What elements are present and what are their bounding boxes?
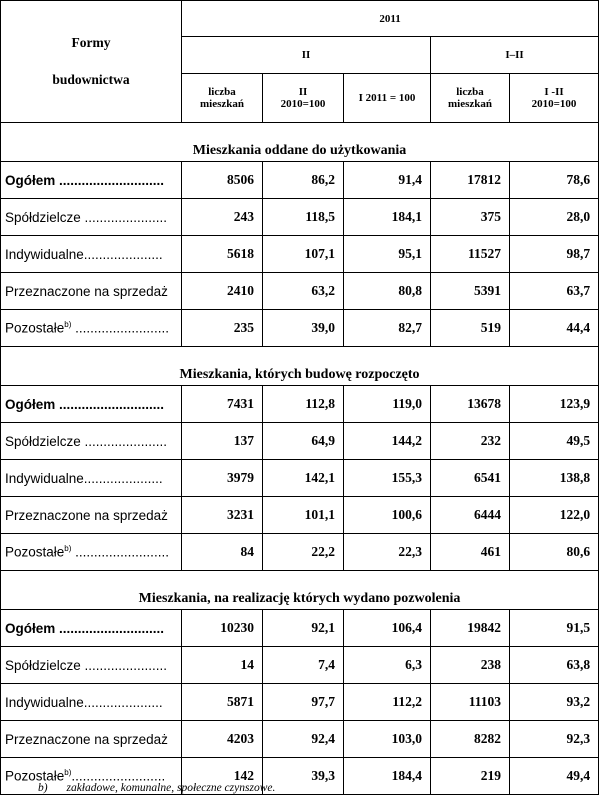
leader-dots: ......................... [71,768,166,784]
table-cell: 155,3 [344,460,431,497]
table-row [1,460,599,497]
section-title: Mieszkania, na realizację których wydano pozwolenia [1,571,599,610]
table-cell: 8506 [182,162,263,199]
table-cell: 98,7 [510,236,599,273]
row-label-text: Ogółem ............................ [5,396,165,412]
table-cell: 184,1 [344,199,431,236]
table-cell: 19842 [431,610,510,647]
table-row [1,534,599,571]
table-cell: 137 [182,423,263,460]
table-row [1,610,599,647]
year-header: 2011 [182,1,599,37]
table-cell: 91,4 [344,162,431,199]
table-cell: 138,8 [510,460,599,497]
section-title: Mieszkania oddane do użytkowania [1,123,599,162]
row-label [1,647,182,684]
row-label [1,684,182,721]
footnote-mark: b) [38,782,48,794]
table-cell: 39,3 [263,758,344,795]
table-cell: 80,6 [510,534,599,571]
table-cell: 112,8 [263,386,344,423]
table-row [1,386,599,423]
table-cell: 238 [431,647,510,684]
table-cell: 92,4 [263,721,344,758]
row-label [1,610,182,647]
table-row [1,199,599,236]
period-ii-header: II [182,37,431,74]
row-label-text: Przeznaczone na sprzedaż [5,507,168,523]
row-label-text: Pozostałe [5,544,65,560]
table-row [1,497,599,534]
table-cell: 28,0 [510,199,599,236]
section-header-row [1,123,599,162]
table-cell: 2410 [182,273,263,310]
row-label-text: Indywidualne..................... [5,694,163,710]
row-label-text: Przeznaczone na sprzedaż [5,283,168,299]
table-cell: 144,2 [344,423,431,460]
table-cell: 100,6 [344,497,431,534]
forms-header-line2: budownictwa [52,71,130,87]
table-cell: 107,1 [263,236,344,273]
table-cell: 93,2 [510,684,599,721]
table-cell: 17812 [431,162,510,199]
section-header-row [1,571,599,610]
row-label [1,721,182,758]
col-header: I -II 2010=100 [510,74,599,123]
table-cell: 92,3 [510,721,599,758]
row-label-text: Ogółem ............................ [5,620,165,636]
table-row [1,236,599,273]
row-label-text: Pozostałe [5,320,65,336]
section-title: Mieszkania, których budowę rozpoczęto [1,347,599,386]
table-row [1,423,599,460]
table-row [1,684,599,721]
leader-dots: ......................... [71,320,169,336]
table-cell: 119,0 [344,386,431,423]
table-cell: 123,9 [510,386,599,423]
row-label [1,273,182,310]
row-label [1,534,182,571]
table-cell: 4203 [182,721,263,758]
table-cell: 86,2 [263,162,344,199]
table-cell: 5391 [431,273,510,310]
table-cell: 82,7 [344,310,431,347]
table-cell: 3231 [182,497,263,534]
row-label-text: Pozostałe [5,768,65,784]
row-label-text: Indywidualne..................... [5,470,163,486]
row-label [1,497,182,534]
section-header-row [1,347,599,386]
leader-dots: ......................... [71,544,169,560]
table-cell: 6444 [431,497,510,534]
table-cell: 14 [182,647,263,684]
period-i-ii-header: I–II [431,37,599,74]
row-label-text: Przeznaczone na sprzedaż [5,731,168,747]
table-cell: 142,1 [263,460,344,497]
table-cell: 11103 [431,684,510,721]
row-label-text: Spółdzielcze ...................... [5,209,168,225]
table-cell: 184,4 [344,758,431,795]
table-cell: 78,6 [510,162,599,199]
col-header: liczba mieszkań [431,74,510,123]
table-cell: 5871 [182,684,263,721]
table-row [1,273,599,310]
table-row [1,647,599,684]
table-cell: 235 [182,310,263,347]
table-cell: 219 [431,758,510,795]
table-cell: 80,8 [344,273,431,310]
table-cell: 11527 [431,236,510,273]
table-cell: 519 [431,310,510,347]
table-cell: 39,0 [263,310,344,347]
table-cell: 63,7 [510,273,599,310]
table-cell: 142 [182,758,263,795]
table-cell: 375 [431,199,510,236]
table-cell: 44,4 [510,310,599,347]
row-label [1,162,182,199]
table-cell: 8282 [431,721,510,758]
row-label-text: Spółdzielcze ...................... [5,433,168,449]
row-label-text: Ogółem ............................ [5,172,165,188]
footnote-ref: b) [64,768,72,778]
table-cell: 91,5 [510,610,599,647]
row-label-text: Indywidualne..................... [5,246,163,262]
row-label [1,423,182,460]
table-cell: 243 [182,199,263,236]
col-header: liczba mieszkań [182,74,263,123]
row-label [1,386,182,423]
col-header: I 2011 = 100 [344,74,431,123]
table-cell: 122,0 [510,497,599,534]
footnote-ref: b) [64,544,72,554]
footnote [38,782,275,794]
col-header: II 2010=100 [263,74,344,123]
footnote-ref: b) [64,320,72,330]
table-cell: 3979 [182,460,263,497]
table-cell: 101,1 [263,497,344,534]
forms-header-line1: Formy [71,35,111,51]
table-cell: 461 [431,534,510,571]
footnote-text: zakładowe, komunalne, społeczne czynszowe. [66,782,276,794]
table-cell: 118,5 [263,199,344,236]
row-label [1,236,182,273]
table-cell: 10230 [182,610,263,647]
row-label [1,310,182,347]
table-cell: 22,2 [263,534,344,571]
table-cell: 84 [182,534,263,571]
row-label [1,460,182,497]
table-cell: 49,5 [510,423,599,460]
table-cell: 103,0 [344,721,431,758]
table-cell: 64,9 [263,423,344,460]
table-cell: 5618 [182,236,263,273]
table-cell: 232 [431,423,510,460]
table-cell: 7,4 [263,647,344,684]
table-cell: 97,7 [263,684,344,721]
table-row [1,162,599,199]
table-cell: 7431 [182,386,263,423]
row-label [1,199,182,236]
table-row [1,310,599,347]
table-cell: 6,3 [344,647,431,684]
table-cell: 63,8 [510,647,599,684]
forms-header [1,1,182,123]
table-cell: 92,1 [263,610,344,647]
table-cell: 112,2 [344,684,431,721]
table-cell: 106,4 [344,610,431,647]
row-label-text: Spółdzielcze ...................... [5,657,168,673]
table-cell: 63,2 [263,273,344,310]
table-cell: 49,4 [510,758,599,795]
table-row [1,721,599,758]
table-cell: 95,1 [344,236,431,273]
table-cell: 22,3 [344,534,431,571]
table-cell: 13678 [431,386,510,423]
table-cell: 6541 [431,460,510,497]
